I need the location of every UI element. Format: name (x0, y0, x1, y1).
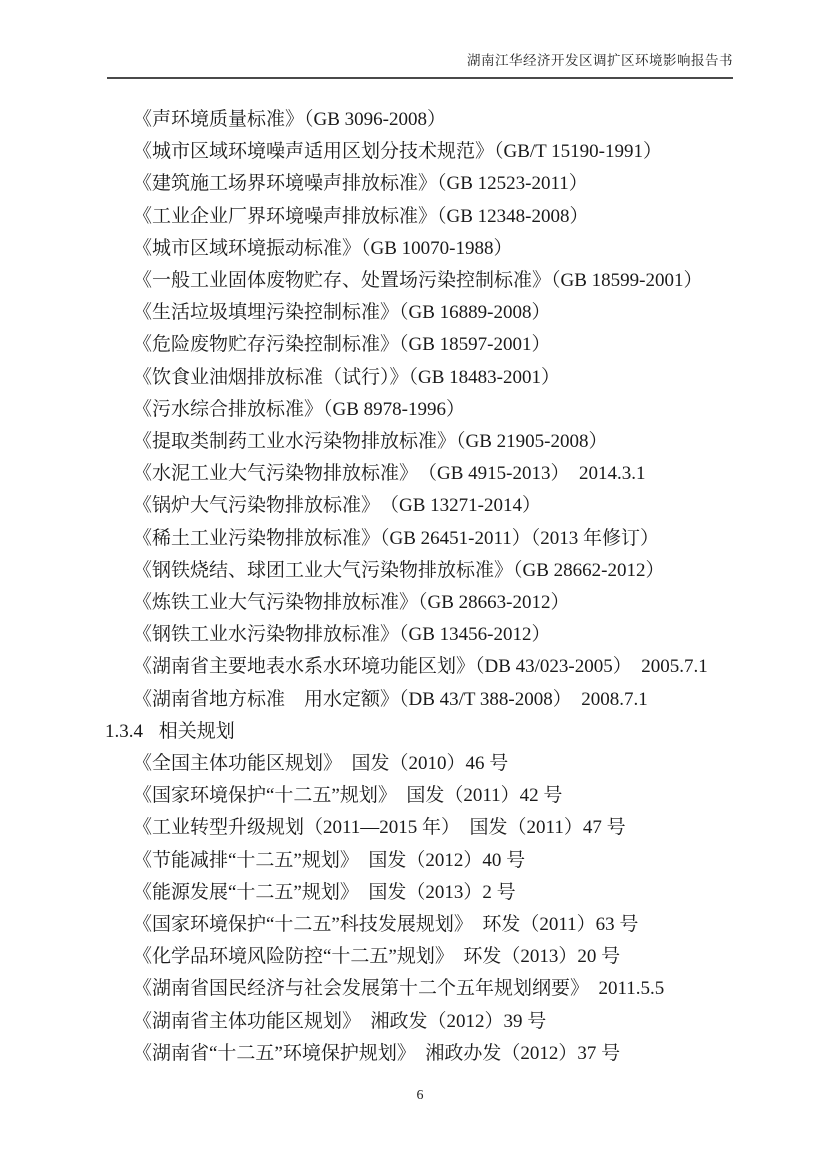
plan-line: 《化学品环境风险防控“十二五”规划》 环发（2013）20 号 (133, 946, 621, 968)
standard-line: 《提取类制药工业水污染物排放标准》（GB 21905-2008） (133, 431, 608, 453)
plan-line: 《国家环境保护“十二五”规划》 国发（2011）42 号 (133, 785, 563, 807)
standard-line: 《湖南省主要地表水系水环境功能区划》（DB 43/023-2005） 2005.7.1 (133, 656, 708, 678)
standard-line: 《声环境质量标准》（GB 3096-2008） (133, 109, 446, 130)
page-footer (107, 1086, 733, 1106)
section-title: 相关规划 (158, 720, 235, 742)
standard-line: 《污水综合排放标准》（GB 8978-1996） (133, 398, 465, 420)
section-heading (0, 716, 827, 748)
standard-line: 《饮食业油烟排放标准（试行）》（GB 18483-2001） (133, 366, 560, 388)
standard-line: 《炼铁工业大气污染物排放标准》（GB 28663-2012） (133, 592, 570, 614)
plan-line: 《能源发展“十二五”规划》 国发（2013）2 号 (133, 881, 516, 903)
standard-line: 《一般工业固体废物贮存、处置场污染控制标准》（GB 18599-2001） (133, 270, 703, 292)
standard-line: 《城市区域环境振动标准》（GB 10070-1988） (133, 237, 513, 259)
header-title: 湖南江华经济开发区调扩区环境影响报告书 (467, 53, 733, 68)
standard-line: 《建筑施工场界环境噪声排放标准》（GB 12523-2011） (133, 173, 588, 195)
plan-line: 《国家环境保护“十二五”科技发展规划》 环发（2011）63 号 (133, 914, 639, 936)
page-number: 6 (416, 1088, 424, 1103)
plan-line: 《全国主体功能区规划》 国发（2010）46 号 (133, 753, 509, 775)
plan-line: 《湖南省国民经济与社会发展第十二个五年规划纲要》 2011.5.5 (133, 978, 665, 1000)
plan-line: 《湖南省主体功能区规划》 湘政发（2012）39 号 (133, 1010, 547, 1032)
standard-line: 《湖南省地方标准 用水定额》（DB 43/T 388-2008） 2008.7.1 (133, 688, 648, 710)
section-number: 1.3.4 (105, 720, 143, 742)
standard-line: 《水泥工业大气污染物排放标准》 （GB 4915-2013） 2014.3.1 (133, 463, 646, 485)
standard-line: 《生活垃圾填埋污染控制标准》（GB 16889-2008） (133, 302, 551, 324)
standards-list (0, 104, 827, 716)
standard-line: 《工业企业厂界环境噪声排放标准》（GB 12348-2008） (133, 205, 589, 227)
standard-line: 《钢铁工业水污染物排放标准》（GB 13456-2012） (133, 624, 551, 646)
plans-list (0, 748, 827, 1070)
standard-line: 《锅炉大气污染物排放标准》 （GB 13271-2014） (133, 495, 541, 517)
plan-line: 《节能减排“十二五”规划》 国发（2012）40 号 (133, 849, 526, 871)
standard-line: 《钢铁烧结、球团工业大气污染物排放标准》（GB 28662-2012） (133, 559, 665, 581)
standard-line: 《稀土工业污染物排放标准》（GB 26451-2011）（2013 年修订） (133, 527, 660, 549)
plan-line: 《湖南省“十二五”环境保护规划》 湘政办发（2012）37 号 (133, 1042, 621, 1064)
standard-line: 《城市区域环境噪声适用区划分技术规范》（GB/T 15190-1991） (133, 141, 663, 163)
header-rule (107, 77, 733, 79)
plan-line: 《工业转型升级规划（2011—2015 年） 国发（2011）47 号 (133, 817, 626, 839)
standard-line: 《危险废物贮存污染控制标准》（GB 18597-2001） (133, 334, 551, 356)
page-header (467, 52, 733, 70)
document-body (0, 104, 827, 1070)
